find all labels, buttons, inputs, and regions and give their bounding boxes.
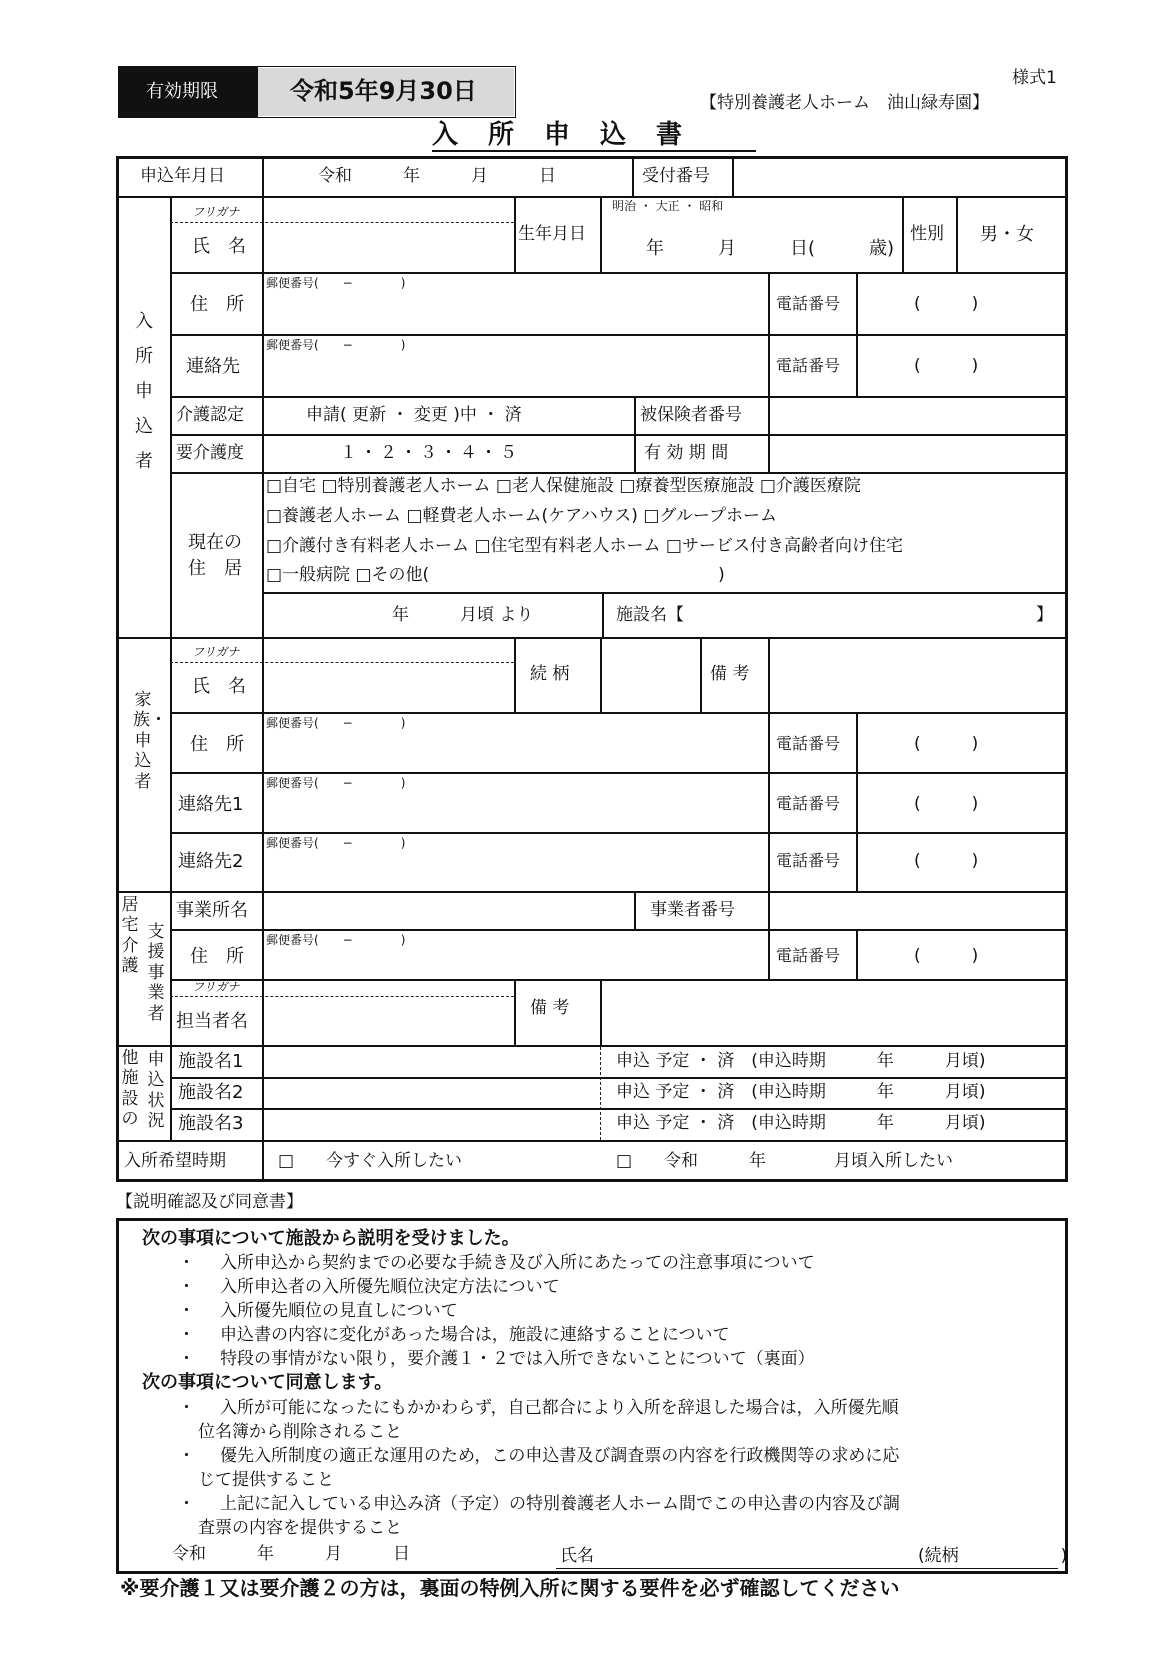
caremanager-furigana-label: フリガナ: [192, 980, 240, 994]
consent-item-2-3-line2: 査票の内容を提供すること: [198, 1518, 402, 1538]
residence-facility-name[interactable]: 施設名【: [616, 605, 684, 625]
sign-date[interactable]: 令和 年 月 日: [172, 1544, 410, 1564]
care-level-options[interactable]: １・２・３・４・５: [340, 443, 520, 463]
sign-underline: [556, 1568, 1058, 1569]
caremanager-person-label: 担当者名: [176, 1011, 248, 1032]
residence-facility-close: 】: [1036, 605, 1053, 625]
consent-item-2-3-line1: 上記に記入している申込み済（予定）の特別養護老人ホーム間でこの申込書の内容及び調: [220, 1494, 900, 1514]
family-contact1-phone-label: 電話番号: [776, 794, 841, 813]
desired-now-checkbox[interactable]: □: [278, 1151, 295, 1171]
family-relation-label: 続 柄: [530, 664, 570, 684]
consent-item-2-1-line1: 入所が可能になったにもかかわらず，自己都合により入所を辞退した場合は，入所優先順: [220, 1398, 899, 1418]
family-name-label: 氏 名: [192, 676, 246, 697]
bullet-1-1: ・: [178, 1253, 195, 1273]
bullet-2-3: ・: [178, 1494, 195, 1514]
consent-item-1-4: 申込書の内容に変化があった場合は，施設に連絡することについて: [220, 1325, 730, 1345]
bullet-1-4: ・: [178, 1325, 195, 1345]
other-facility-2-status[interactable]: 申込 予定 ・ 済 (申込時期 年 月頃): [616, 1082, 986, 1102]
validity-value: 令和5年9月30日: [290, 77, 477, 105]
applicant-furigana-label: フリガナ: [192, 205, 240, 219]
application-date-value[interactable]: 令和 年 月 日: [318, 166, 556, 186]
consent-item-1-2: 入所申込者の入所優先順位決定方法について: [220, 1277, 560, 1297]
section-other-b: 申込状況: [147, 1050, 165, 1132]
applicant-phone-label: 電話番号: [776, 294, 841, 313]
validity-label: 有効期限: [146, 81, 218, 102]
form-number: 様式1: [1012, 68, 1057, 88]
facility-name-header: 【特別養護老人ホーム 油山緑寿園】: [700, 93, 989, 113]
sign-relation[interactable]: (続柄 ): [918, 1546, 1068, 1566]
consent-item-1-1: 入所申込から契約までの必要な手続き及び入所にあたっての注意事項について: [220, 1253, 815, 1273]
sign-name-label: 氏名: [560, 1546, 594, 1566]
caremanager-postal[interactable]: 郵便番号( − ): [266, 933, 406, 947]
applicant-phone-value[interactable]: ( ): [914, 294, 979, 314]
other-facility-3-label: 施設名3: [178, 1113, 244, 1134]
caremanager-address-label: 住 所: [190, 946, 244, 967]
family-name-field[interactable]: [264, 639, 514, 712]
consent-heading-2: 次の事項について同意します。: [142, 1372, 393, 1393]
bullet-1-5: ・: [178, 1349, 195, 1369]
applicant-contact-label: 連絡先: [186, 356, 240, 377]
desired-date-checkbox[interactable]: □: [616, 1151, 633, 1171]
family-contact1-label: 連絡先1: [178, 794, 244, 815]
footer-notice: ※要介護１又は要介護２の方は，裏面の特例入所に関する要件を必ず確認してください: [120, 1576, 900, 1600]
family-postal[interactable]: 郵便番号( − ): [266, 716, 406, 730]
residence-label: 現在の 住 居: [188, 532, 242, 579]
bullet-2-1: ・: [178, 1398, 195, 1418]
consent-item-2-2-line2: じて提供すること: [198, 1470, 334, 1490]
office-number-label: 事業者番号: [650, 900, 735, 920]
family-phone-value[interactable]: ( ): [914, 734, 979, 754]
section-caremanager-b: 支援事業者: [147, 922, 165, 1024]
sex-options[interactable]: 男・女: [980, 224, 1034, 245]
section-applicant: 入所申込者: [135, 311, 153, 473]
bullet-1-3: ・: [178, 1301, 195, 1321]
family-contact1-postal[interactable]: 郵便番号( − ): [266, 776, 406, 790]
office-name-label: 事業所名: [176, 900, 248, 921]
sex-label: 性別: [910, 224, 944, 244]
other-facility-3-status[interactable]: 申込 予定 ・ 済 (申込時期 年 月頃): [616, 1113, 986, 1133]
caremanager-remarks-label: 備 考: [530, 998, 570, 1018]
section-family: 家族・申込者: [133, 690, 167, 792]
section-other-a: 他施設の: [121, 1048, 139, 1130]
consent-item-1-5: 特段の事情がない限り，要介護１・２では入所できないことについて（裏面）: [220, 1349, 815, 1369]
consent-item-1-3: 入所優先順位の見直しについて: [220, 1301, 458, 1321]
caremanager-phone-label: 電話番号: [776, 946, 841, 965]
title-underline: [432, 150, 756, 152]
era-options[interactable]: 明治 ・ 大正 ・ 昭和: [612, 199, 724, 213]
applicant-contact-phone-value[interactable]: ( ): [914, 356, 979, 376]
other-facility-1-label: 施設名1: [178, 1051, 244, 1072]
valid-period-label: 有 効 期 間: [644, 443, 729, 463]
applicant-contact-postal[interactable]: 郵便番号( − ): [266, 338, 406, 352]
care-cert-label: 介護認定: [176, 405, 244, 425]
desired-date-label: 令和 年 月頃入所したい: [664, 1151, 953, 1171]
desired-now-label: 今すぐ入所したい: [326, 1151, 462, 1171]
bullet-1-2: ・: [178, 1277, 195, 1297]
family-address-label: 住 所: [190, 734, 244, 755]
residence-options-line2[interactable]: □養護老人ホーム □軽費老人ホーム(ケアハウス) □グループホーム: [266, 506, 778, 526]
applicant-name-field[interactable]: [264, 198, 514, 272]
residence-options-line1[interactable]: □自宅 □特別養護老人ホーム □老人保健施設 □療養型医療施設 □介護医療院: [266, 476, 861, 496]
family-contact2-label: 連絡先2: [178, 851, 244, 872]
section-caremanager-a: 居宅介護: [121, 895, 139, 977]
insured-number-label: 被保険者番号: [640, 405, 742, 425]
applicant-contact-phone-label: 電話番号: [776, 356, 841, 375]
receipt-number-label: 受付番号: [642, 166, 710, 186]
care-cert-value[interactable]: 申請( 更新 ・ 変更 )中 ・ 済: [306, 405, 522, 425]
family-phone-label: 電話番号: [776, 734, 841, 753]
applicant-name-label: 氏 名: [192, 236, 246, 257]
consent-item-2-2-line1: 優先入所制度の適正な運用のため，この申込書及び調査票の内容を行政機関等の求めに応: [220, 1446, 900, 1466]
applicant-address-label: 住 所: [190, 294, 244, 315]
caremanager-phone-value[interactable]: ( ): [914, 946, 979, 966]
family-contact2-phone-value[interactable]: ( ): [914, 851, 979, 871]
applicant-postal[interactable]: 郵便番号( − ): [266, 276, 406, 290]
care-level-label: 要介護度: [176, 443, 244, 463]
family-remarks-label: 備 考: [710, 664, 750, 684]
consent-title: 【説明確認及び同意書】: [116, 1192, 303, 1212]
family-contact2-phone-label: 電話番号: [776, 851, 841, 870]
other-facility-1-status[interactable]: 申込 予定 ・ 済 (申込時期 年 月頃): [616, 1051, 986, 1071]
residence-options-line4[interactable]: □一般病院 □その他( ): [266, 565, 725, 585]
bullet-2-2: ・: [178, 1446, 195, 1466]
consent-heading-1: 次の事項について施設から説明を受けました。: [142, 1228, 520, 1249]
receipt-number-field[interactable]: [734, 158, 1064, 194]
other-facility-2-label: 施設名2: [178, 1082, 244, 1103]
residence-since[interactable]: 年 月頃 より: [392, 605, 534, 625]
family-contact2-postal[interactable]: 郵便番号( − ): [266, 836, 406, 850]
page-title: 入 所 申 込 書: [432, 120, 685, 150]
family-contact1-phone-value[interactable]: ( ): [914, 794, 979, 814]
residence-options-line3[interactable]: □介護付き有料老人ホーム □住宅型有料老人ホーム □サービス付き高齢者向け住宅: [266, 536, 903, 556]
consent-item-2-1-line2: 位名簿から削除されること: [198, 1422, 402, 1442]
family-furigana-label: フリガナ: [192, 645, 240, 659]
birthdate-value[interactable]: 年 月 日( 歳): [646, 238, 895, 259]
desired-timing-label: 入所希望時期: [124, 1151, 226, 1171]
birthdate-label: 生年月日: [518, 224, 586, 244]
application-date-label: 申込年月日: [140, 166, 225, 186]
